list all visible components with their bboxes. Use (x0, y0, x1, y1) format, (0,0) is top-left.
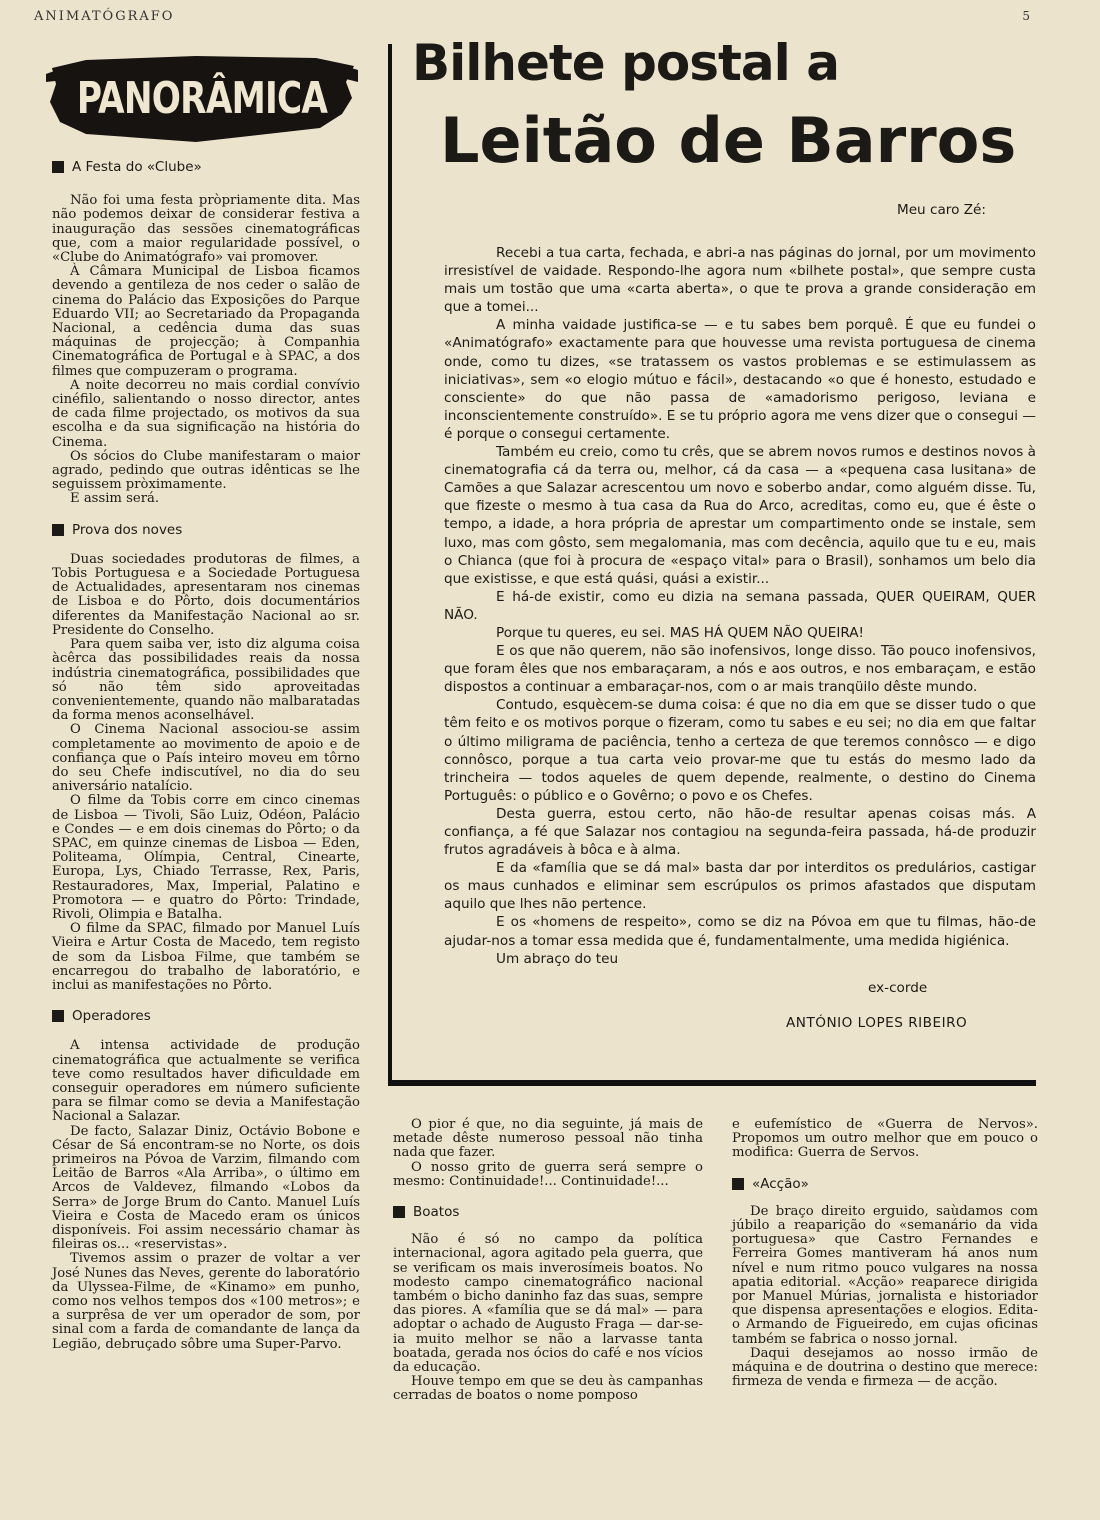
letter-paragraph: E os «homens de respeito», como se diz na Póvoa em que tu filmas, hão-de ajudar-nos a tomar essa medida que é, fundamentalmente, uma medida higiénica. (444, 914, 1036, 949)
paragraph: O filme da SPAC, filmado por Manuel Luís Vieira e Artur Costa de Macedo, tem registo de som da Lisboa Filme, que também se encarregou do trabalho de laboratório, e inclui as manifestações no Pôrto. (52, 921, 360, 993)
paragraph: O Cinema Nacional associou-se assim completamente ao movimento de apoio e de confiança que o País inteiro moveu em tôrno do seu Chefe indiscutível, no dia do seu aniversário natalício. (52, 722, 360, 795)
square-bullet-icon (732, 1178, 744, 1190)
paragraph: Para quem saiba ver, isto diz alguma coisa àcêrca das possibilidades reais da nossa indústria cinematográfica, possibilidades que só não têm sido aproveitadas convenientemente, quando não malbaratadas da forma menos aconselhável. (52, 637, 360, 724)
banner-title: PANORÂMICA (76, 72, 328, 124)
paragraph: O nosso grito de guerra será sempre o mesmo: Continuidade!... Continuidade!... (393, 1159, 703, 1189)
letter-paragraph: Também eu creio, como tu crês, que se abrem novos rumos e destinos novos à cinematografia cá da terra ou, melhor, cá da casa — a «pequena casa lusitana» de Camões a que Salazar acrescentou um novo e soberbo andar, como alguém disse. Tu, que fizeste o mesmo à tua casa da Rua do Arco, acreditas, como eu, que é êste o tempo, a idade, a hora própria de aprestar um compartimento onde se instale, sem luxo, mas com gôsto, sem megalomania, mas com decência, aquilo que tu e eu, mais o Chianca (que foi à procura de «espaço vital» para o Brasil), sonhamos um belo dia que existisse, e que está quási, quási a existir... (444, 444, 1036, 587)
vertical-rule (388, 44, 392, 1084)
publication-name: ANIMATÓGRAFO (34, 9, 175, 24)
letter-closing: ex-corde (868, 980, 928, 996)
page-number: 5 (1022, 9, 1030, 23)
letter-title-line2: Leitão de Barros (440, 104, 1017, 177)
section-title: A Festa do «Clube» (72, 159, 202, 175)
square-bullet-icon (52, 161, 64, 173)
letter-title-line1: Bilhete postal a (412, 34, 839, 92)
letter-paragraph: E há-de existir, como eu dizia na semana passada, QUER QUEIRAM, QUER NÃO. (444, 588, 1036, 623)
square-bullet-icon (52, 1010, 64, 1022)
letter-paragraph: A minha vaidade justifica-se — e tu sabes bem porquê. É que eu fundei o «Animatógrafo» exactamente para que houvesse uma revista portuguesa de cinema onde, como tu dizes, «se tratassem os vastos problemas e se estimulassem as iniciativas», sem «o elogio mútuo e fácil», destacando «o que é honesto, estudado e consciente» do que não passa de «amadorismo perigoso, leviana e inconscientemente construído». E se tu próprio agora me vens dizer que o consegui — é porque o consegui certamente. (444, 317, 1036, 442)
paragraph: De facto, Salazar Diniz, Octávio Bobone e César de Sá encontram-se no Norte, os dois primeiros na Póvoa de Varzim, filmando com Leitão de Barros «Ala Arriba», o último em Arcos de Valdevez, filmando «Lobos da Serra» de Jorge Brum do Canto. Manuel Luís Vieira e Costa de Macedo eram os únicos disponíveis. Foi assim necessário chamar às fileiras os... «reservistas». (52, 1123, 360, 1253)
section-heading (52, 523, 360, 537)
paragraph: À Câmara Municipal de Lisboa ficamos devendo a gentileza de nos ceder o salão de cinema do Palácio das Exposições do Parque Eduardo VII; ao Secretariado da Propaganda Nacional, a cedência duma das suas máquinas de projecção; à Companhia Cinematográfica de Portugal e à SPAC, a dos filmes que compuzeram o programa. (52, 264, 360, 379)
letter-paragraph: Contudo, esquècem-se duma coisa: é que no dia em que se disser tudo o que têm feito e os motivos porque o fizeram, como tu sabes e eu sei; no dia em que faltar o último miligrama de paciência, tenho a certeza de que teremos connôsco — e digo connôsco, porque a tua carta veio provar-me que tu estás do mesmo lado da trincheira — todos aqueles de quem depende, realmente, o destino do Cinema Português: o público e o Govêrno; o povo e os Chefes. (444, 697, 1036, 804)
paragraph: Os sócios do Clube manifestaram o maior agrado, pedindo que outras idênticas se lhe seguissem pròximamente. (52, 448, 360, 493)
letter-paragraph: Recebi a tua carta, fechada, e abri-a nas páginas do jornal, por um movimento irresistível de vaidade. Respondo-lhe agora num «bilhete postal», que sempre custa mais um tostão que uma «carta aberta», o que te prova a grande consideração em que a tomei... (444, 245, 1036, 316)
paragraph: A noite decorreu no mais cordial convívio cinéfilo, salientando o nosso director, antes de cada filme projectado, os motivos da sua escolha e da sua significação na história do Cinema. (52, 377, 360, 450)
paragraph: Não é só no campo da política internacional, agora agitado pela guerra, que se verificam os mais inverosímeis boatos. No modesto campo cinematográfico nacional também o bicho daninho faz das suas, sempre das piores. A «família que se dá mal» — para adoptar o achado de Augusto Fraga — dar-se-ia muito melhor se não a larvasse tanta boatada, gerada nos ócios do café e nos vícios da educação. (393, 1232, 703, 1376)
letter-paragraph: Um abraço do teu (496, 950, 619, 967)
letter-paragraph: Porque tu queres, eu sei. MAS HÁ QUEM NÃO QUEIRA! (496, 624, 864, 641)
paragraph: A intensa actividade de produção cinematográfica que actualmente se verifica teve como resultados haver dificuldade em conseguir operadores em número suficiente para se filmar como se devia a Manifestação Nacional a Salazar. (52, 1038, 360, 1125)
section-title: Operadores (72, 1008, 151, 1025)
paragraph: Houve tempo em que se deu às campanhas cerradas de boatos o nome pomposo (393, 1374, 703, 1404)
horizontal-rule (388, 1080, 1036, 1086)
section-heading (732, 1177, 1038, 1191)
paragraph: O pior é que, no dia seguinte, já mais de metade dêste numeroso pessoal não tinha nada que fazer. (393, 1117, 703, 1161)
right-bottom-column (732, 1118, 1038, 1389)
panoramica-banner (46, 52, 358, 144)
paragraph: Tivemos assim o prazer de voltar a ver José Nunes das Neves, gerente do laboratório da Ulyssea-Filme, de «Kinamo» em punho, como nos velhos tempos dos «100 metros»; e a surprêsa de ver um operador de som, por sinal com a farda de comandante de lança da Legião, debruçado sôbre uma Super-Parvo. (52, 1251, 360, 1352)
section-heading (52, 160, 360, 174)
paragraph: O filme da Tobis corre em cinco cinemas de Lisboa — Tivoli, São Luiz, Odéon, Palácio e Condes — e em dois cinemas do Pôrto; o da SPAC, em quinze cinemas de Lisboa — Eden, Politeama, Olímpia, Central, Cinearte, Europa, Lys, Chiado Terrasse, Rex, Paris, Restauradores, Max, Imperial, Palatino e Promotora — e quatro do Pôrto: Trindade, Rivoli, Olimpia e Batalha. (52, 793, 360, 922)
letter-paragraph: E da «família que se dá mal» basta dar por interditos os predulários, castigar os maus cunhados e eliminar sem escrúpulos os primos afastados que disputam aquilo que lhes não pertence. (444, 860, 1036, 913)
left-column (52, 160, 360, 1352)
letter-signature: ANTÓNIO LOPES RIBEIRO (786, 1015, 968, 1031)
section-title: Boatos (413, 1204, 460, 1221)
section-title: «Acção» (752, 1175, 809, 1192)
square-bullet-icon (52, 524, 64, 536)
paragraph: E assim será. (70, 491, 160, 507)
paragraph: Duas sociedades produtoras de filmes, a Tobis Portuguesa e a Sociedade Portuguesa de Actualidades, apresentaram nos cinemas de Lisboa e do Pôrto, dois documentários diferentes da Manifestação Nacional ao sr. Presidente do Conselho. (52, 551, 360, 638)
paragraph: e eufemístico de «Guerra de Nervos». Propomos um outro melhor que em pouco o modifica: Guerra de Servos. (732, 1117, 1038, 1161)
letter-body (444, 244, 1036, 968)
section-heading (393, 1205, 703, 1219)
letter-paragraph: E os que não querem, não são inofensivos, longe disso. Tão pouco inofensivos, que foram êles que nos embaraçaram, a nós e aos outros, e nos embaraçam, e estão dispostos a continuar a embaraçar-nos, com o ar mais tranqüilo dêste mundo. (444, 643, 1036, 696)
paragraph: Não foi uma festa pròpriamente dita. Mas não podemos deixar de considerar festiva a inauguração das sessões cinematográficas que, com a maior regularidade possível, o «Clube do Animatógrafo» vai promover. (52, 193, 360, 266)
section-title: Prova dos noves (72, 521, 183, 538)
section-heading (52, 1009, 360, 1023)
square-bullet-icon (393, 1206, 405, 1218)
letter-greeting: Meu caro Zé: (896, 202, 986, 218)
letter-paragraph: Desta guerra, estou certo, não hão-de resultar apenas coisas más. A confiança, a fé que Salazar nos contagiou na segunda-feira passada, há-de produzir frutos agradáveis à bôca e à alma. (444, 805, 1036, 859)
paragraph: De braço direito erguido, saùdamos com júbilo a reaparição do «semanário da vida portuguesa» que Castro Fernandes e Ferreira Gomes mantiveram há anos num nível e num ritmo pouco vulgares na nossa apatia editorial. «Acção» reaparece dirigida por Manuel Múrias, jornalista e historiador que dispensa apresentações e elogios. Edita-o Armando de Figueiredo, em cujas oficinas também se fabrica o nosso jornal. (732, 1203, 1038, 1347)
middle-bottom-column (393, 1118, 703, 1404)
paragraph: Daqui desejamos ao nosso irmão de máquina e de doutrina o destino que merece: firmeza de venda e firmeza — de acção. (732, 1345, 1038, 1390)
